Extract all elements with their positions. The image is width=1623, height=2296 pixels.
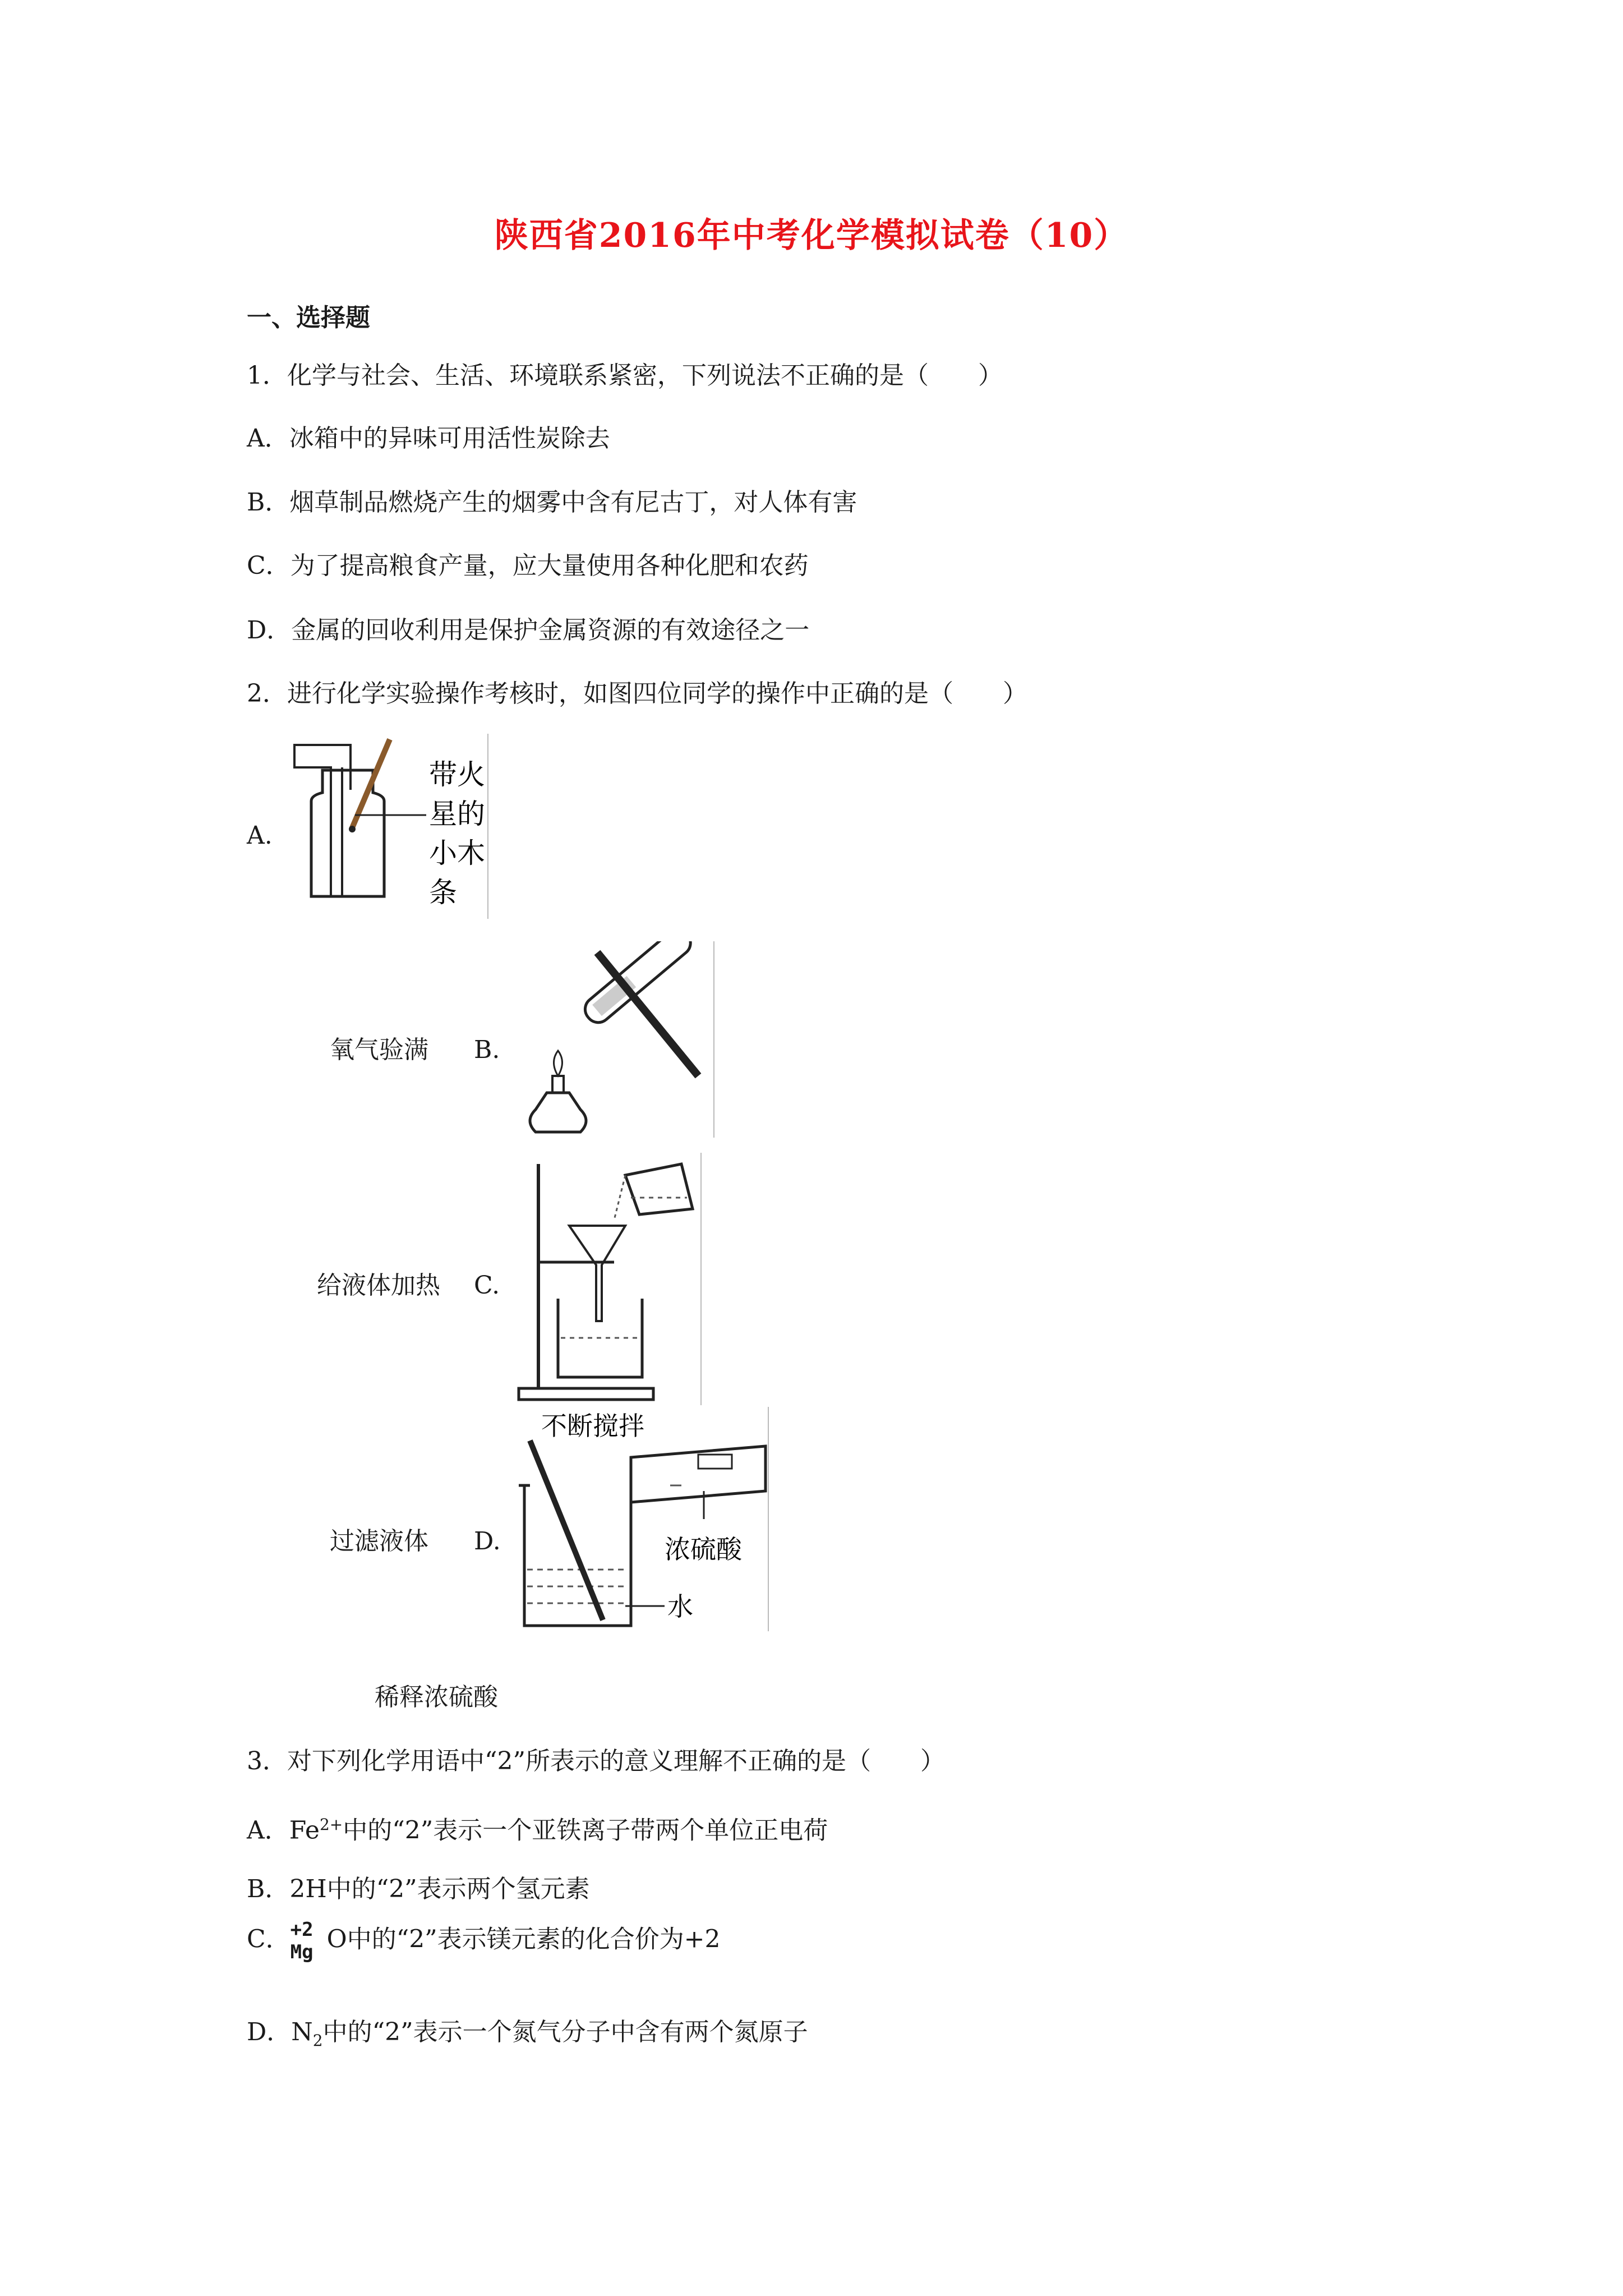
q2-option-c-letter: C. [474,1271,500,1300]
q3-option-a-charge: 2+ [319,1815,343,1834]
q3-option-a-prefix: A．Fe [247,1816,320,1845]
fig-a-label-1: 带火 [429,758,485,791]
q3-option-d-text: 中的“2”表示一个氮气分子中含有两个氮原子 [322,2018,808,2046]
section-heading: 一、选择题 [247,303,370,332]
q3-option-c [247,1918,721,1963]
q2-option-a-letter: A. [247,821,273,850]
q3-option-d-prefix: D．N [247,2018,313,2046]
q2-option-d-letter: D. [474,1527,501,1556]
fig-a-label-2: 星的 [429,798,485,830]
q3-option-d [247,2016,808,2058]
fig-d-label-acid: 浓硫酸 [665,1534,742,1565]
q2-caption-b: 给液体加热 [317,1271,440,1300]
q3-option-b: B．2H中的“2”表示两个氢元素 [247,1875,590,1903]
element-symbol: Mg [290,1941,313,1963]
q2-caption-a: 氧气验满 [330,1036,428,1064]
q2-stem: 2．进行化学实验操作考核时，如图四位同学的操作中正确的是（ ） [247,679,1027,708]
fig-a-label-4: 条 [429,876,457,909]
q1-option-b: B．烟草制品燃烧产生的烟雾中含有尼古丁，对人体有害 [247,488,857,517]
figure-oxygen-full-check [289,728,491,924]
q3-option-c-prefix: C． [247,1925,291,1954]
q2-caption-d: 稀释浓硫酸 [375,1683,498,1711]
figure-diluting-sulfuric-acid [513,1407,771,1631]
q2-caption-c: 过滤液体 [330,1527,428,1556]
fig-d-label-stir: 不断搅拌 [541,1411,644,1441]
figure-filtering [513,1153,704,1405]
q2-option-b-letter: B. [474,1036,500,1064]
fig-d-label-water: 水 [667,1591,693,1622]
q1-option-a: A．冰箱中的异味可用活性炭除去 [247,424,610,453]
q1-stem: 1．化学与社会、生活、环境联系紧密，下列说法不正确的是（ ） [247,361,1003,390]
q3-stem: 3．对下列化学用语中“2”所表示的意义理解不正确的是（ ） [247,1747,945,1775]
valence-value: +2 [290,1918,313,1941]
page-title: 陕西省2016年中考化学模拟试卷（10） [494,216,1129,255]
q3-option-d-subscript: 2 [312,2031,323,2050]
figure-heating-liquid [513,941,715,1138]
q1-option-c: C．为了提高粮食产量，应大量使用各种化肥和农药 [247,551,809,580]
q3-option-a [247,1808,828,1848]
fig-a-label-3: 小木 [429,837,485,869]
q3-option-c-text: O中的“2”表示镁元素的化合价为+2 [326,1925,721,1954]
q3-option-a-text: 中的“2”表示一个亚铁离子带两个单位正电荷 [343,1816,828,1845]
valence-notation [291,1918,313,1963]
q1-option-d: D．金属的回收利用是保护金属资源的有效途径之一 [247,616,810,645]
